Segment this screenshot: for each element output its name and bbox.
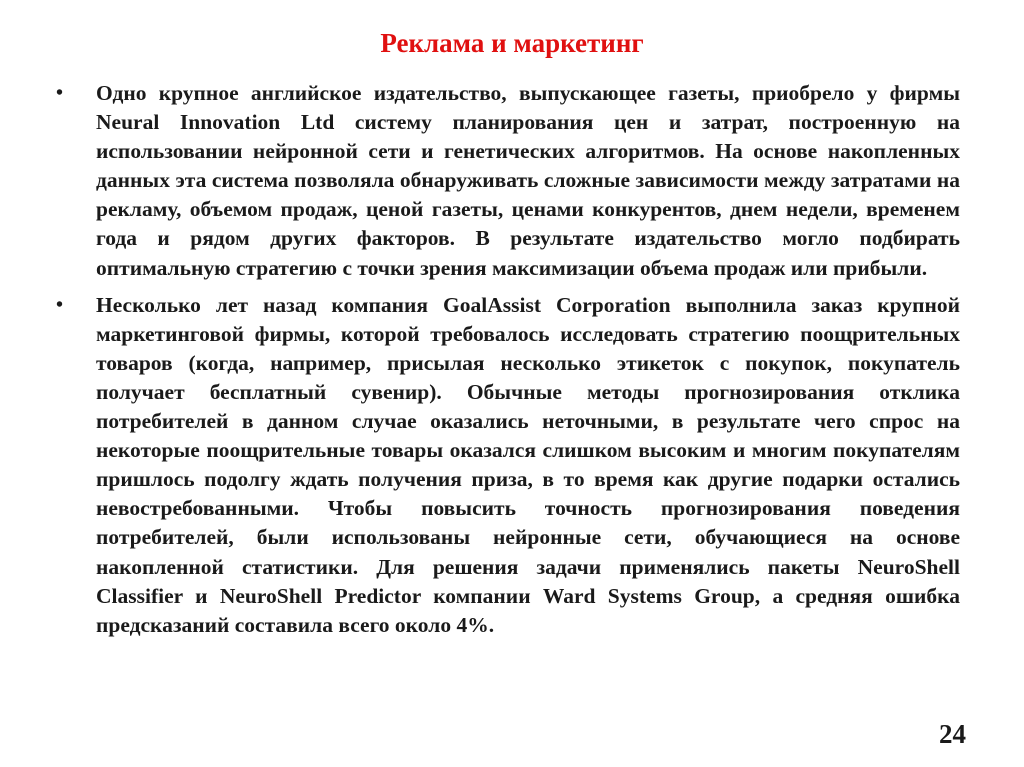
bullet-item (56, 291, 960, 640)
bullet-icon: • (56, 82, 64, 104)
bullet-icon: • (56, 293, 64, 316)
bullet-text: Одно крупное английское издательство, выпускающее газеты, приобрело у фирмы Neural Innovation Ltd систему планирования цен и затрат, построенную на использовании нейронной сети и генетических алгоритмов. На основе накопленных данных эта система позволяла обнаруживать сложные зависимости между затратами на рекламу, объемом продаж, ценой газеты, ценами конкурентов, днем недели, временем года и рядом других факторов. В результате издательство могло подбирать оптимальную стратегию с точки зрения максимизации объема продаж или прибыли. (96, 81, 960, 280)
bullet-list (56, 79, 960, 648)
slide-title: Реклама и маркетинг (380, 28, 644, 58)
bullet-text: Несколько лет назад компания GoalAssist Corporation выполнила заказ крупной маркетинговой фирмы, которой требовалось исследовать стратегию поощрительных товаров (когда, например, присылая несколько этикеток с покупок, покупатель получает бесплатный сувенир). Обычные методы прогнозирования отклика потребителей в данном случае оказались неточными, в результате чего спрос на некоторые поощрительные товары оказался слишком высоким и многим покупателям пришлось подолгу ждать получения приза, в то время как другие подарки остались невостребованными. Чтобы повысить точность прогнозирования поведения потребителей, были использованы нейронные сети, обучающиеся на основе накопленной статистики. Для решения задачи применялись пакеты NeuroShell Classifier и NeuroShell Predictor компании Ward Systems Group, а средняя ошибка предсказаний составила всего около 4%. (96, 292, 960, 637)
page-number: 24 (939, 719, 966, 749)
bullet-item (56, 79, 960, 283)
